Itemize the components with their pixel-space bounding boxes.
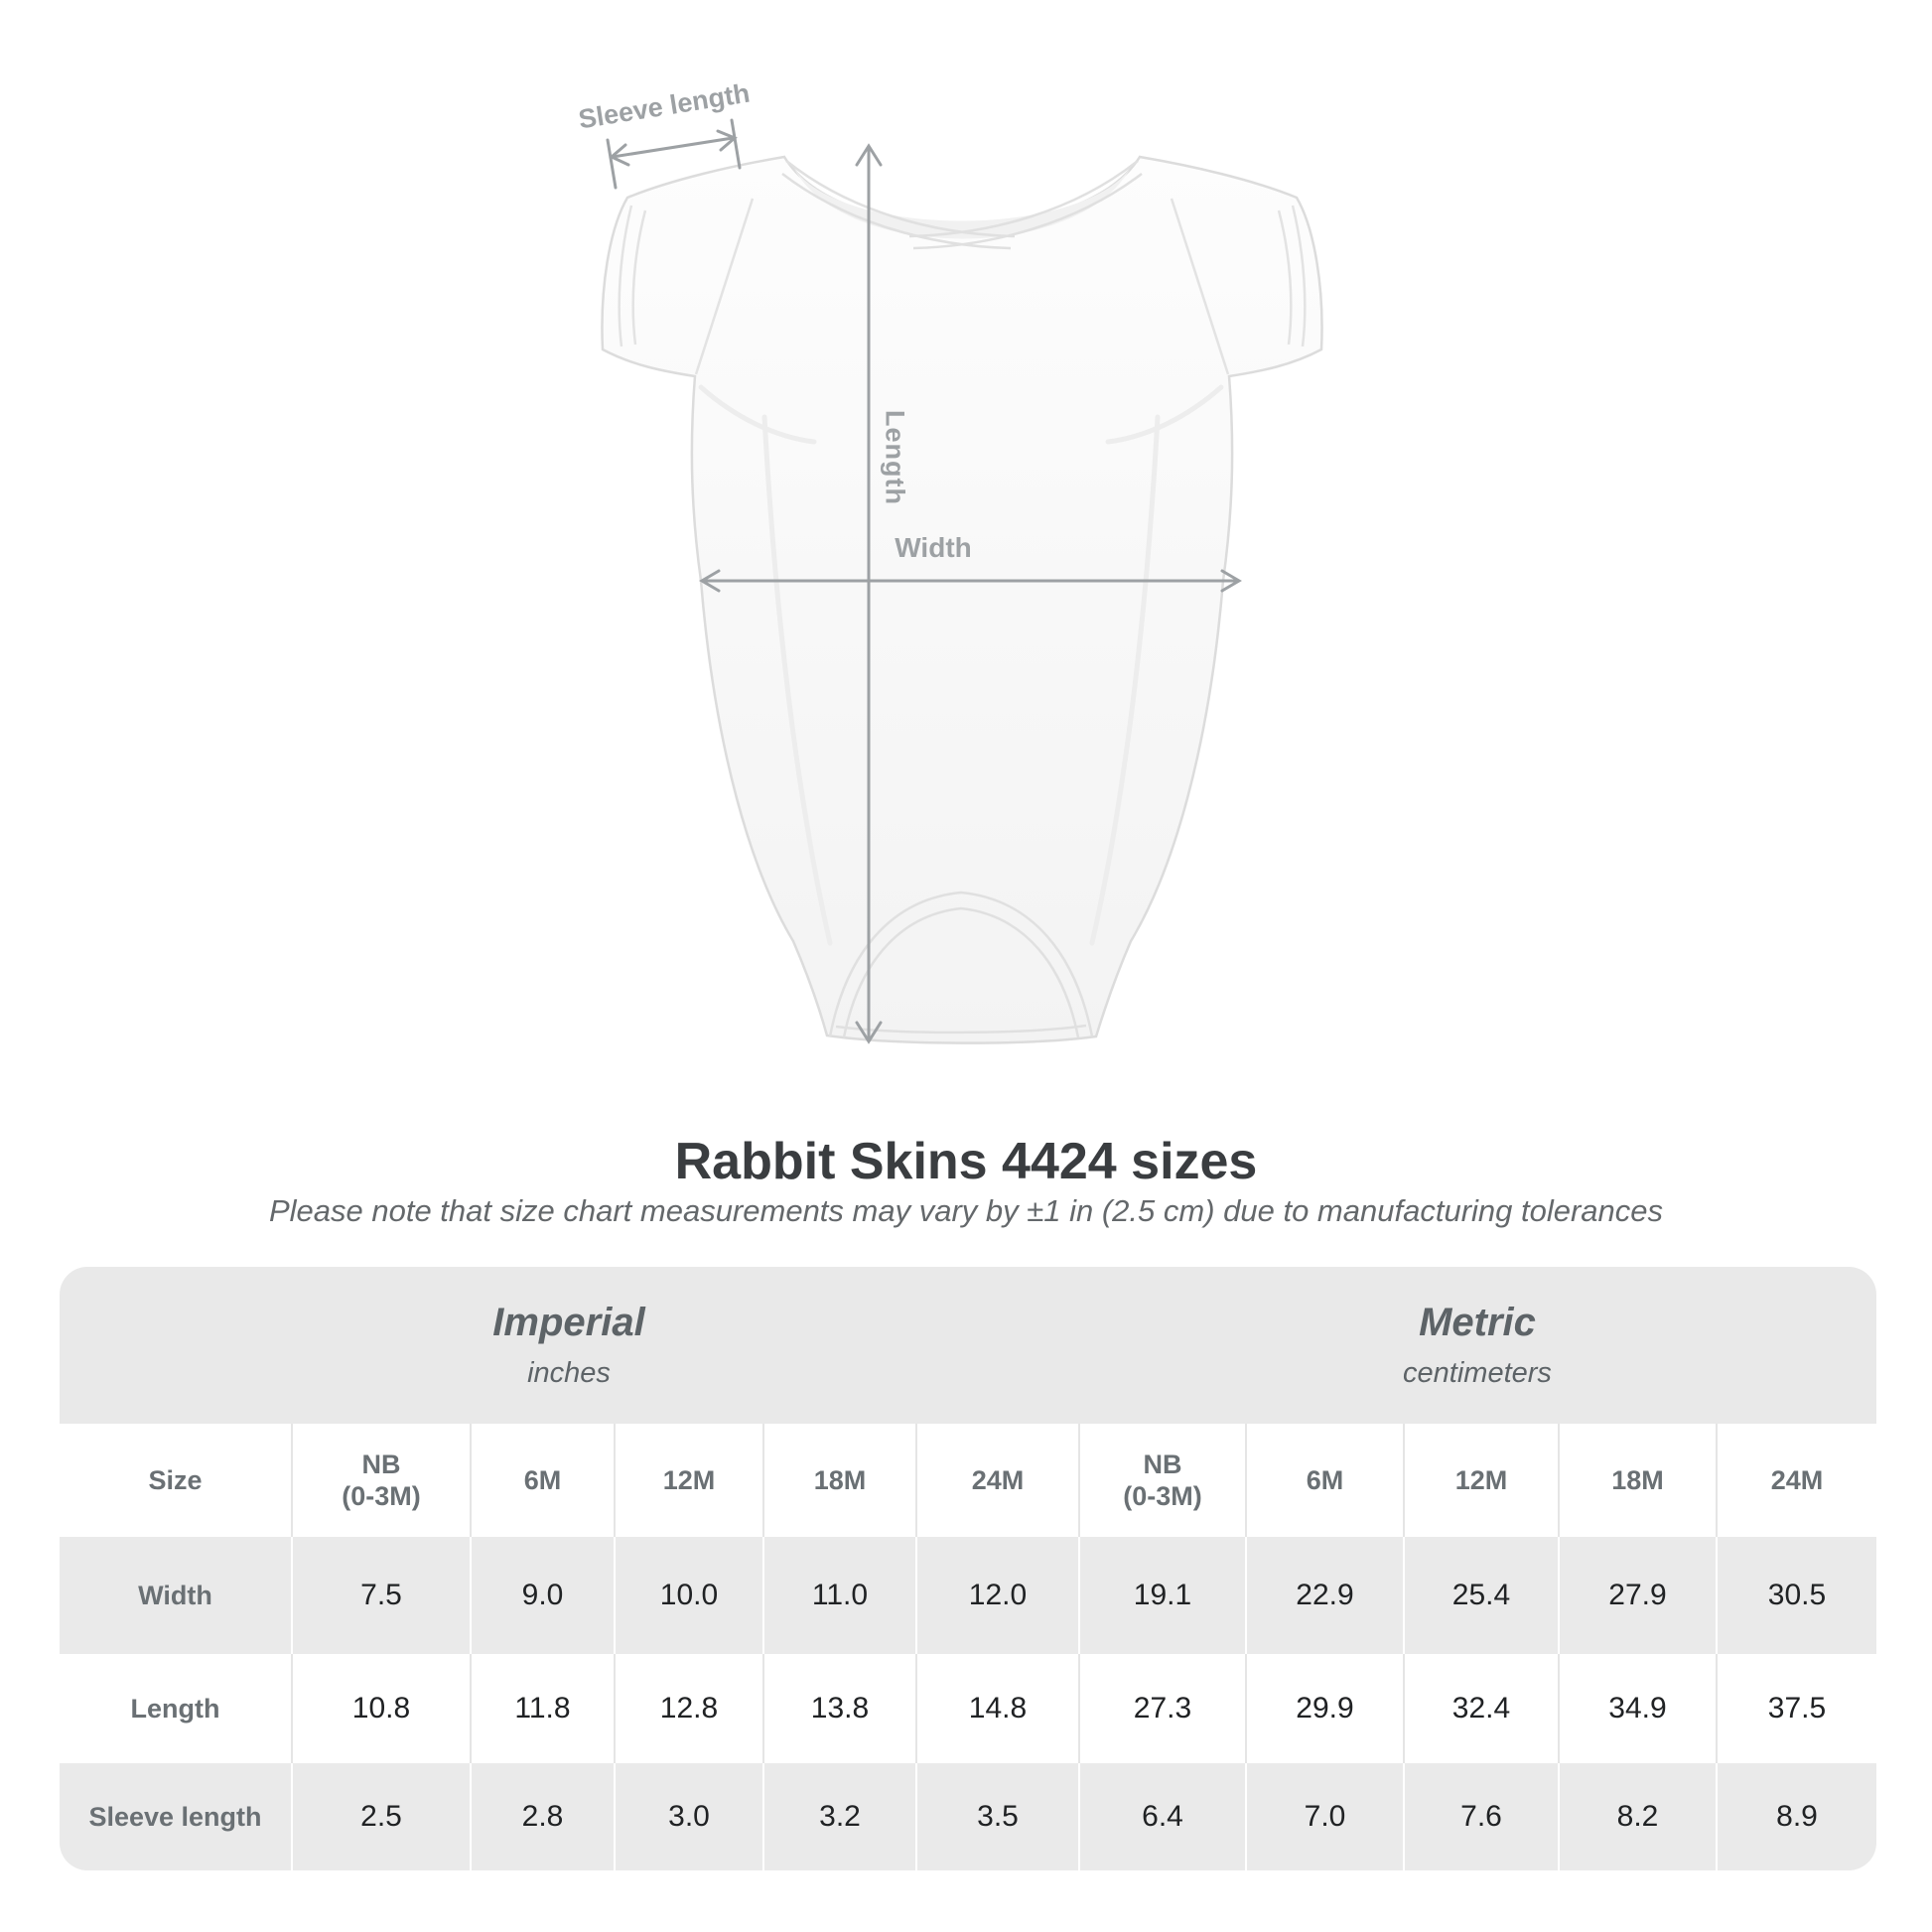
table-cell-metric: 19.1	[1078, 1537, 1245, 1654]
column-header-text: NB	[361, 1449, 401, 1479]
table-cell-imperial: 9.0	[470, 1537, 614, 1654]
width-label: Width	[895, 532, 972, 563]
section-subtitle-metric: centimeters	[1403, 1357, 1552, 1389]
table-cell-imperial: 2.5	[291, 1763, 470, 1870]
table-cell-metric: 22.9	[1245, 1537, 1403, 1654]
onesie-garment	[602, 157, 1321, 1043]
table-cell-metric: 37.5	[1716, 1654, 1876, 1763]
table-cell-imperial: 7.5	[291, 1537, 470, 1654]
table-cell-metric: 34.9	[1558, 1654, 1716, 1763]
tolerance-note: Please note that size chart measurements may vary by ±1 in (2.5 cm) due to manufacturing tolerances	[268, 1193, 1664, 1228]
column-header-text: 6M	[523, 1464, 562, 1495]
page-title: Rabbit Skins 4424 sizes	[674, 1133, 1258, 1190]
section-header-imperial	[60, 1267, 1078, 1424]
table-cell-metric: 32.4	[1403, 1654, 1558, 1763]
table-cell-metric: 27.9	[1558, 1537, 1716, 1654]
table-cell-imperial: 12.0	[915, 1537, 1078, 1654]
column-header-text: 12M	[1454, 1464, 1508, 1495]
column-header-metric-18m	[1558, 1424, 1716, 1537]
row-label-sleeve-length: Sleeve length	[60, 1763, 291, 1870]
table-cell-imperial: 14.8	[915, 1654, 1078, 1763]
table-cell-metric: 7.6	[1403, 1763, 1558, 1870]
row-label-width: Width	[60, 1537, 291, 1654]
table-cell-metric: 7.0	[1245, 1763, 1403, 1870]
table-cell-imperial: 10.0	[614, 1537, 762, 1654]
table-cell-metric: 8.2	[1558, 1763, 1716, 1870]
table-cell-imperial: 12.8	[614, 1654, 762, 1763]
size-row-label: Size	[60, 1424, 291, 1537]
table-cell-imperial: 11.8	[470, 1654, 614, 1763]
section-header-metric	[1078, 1267, 1876, 1424]
table-cell-imperial: 13.8	[762, 1654, 915, 1763]
table-cell-metric: 27.3	[1078, 1654, 1245, 1763]
column-header-imperial-24m	[915, 1424, 1078, 1537]
table-cell-metric: 8.9	[1716, 1763, 1876, 1870]
onesie-body-outline	[602, 157, 1321, 1043]
table-cell-metric: 29.9	[1245, 1654, 1403, 1763]
table-cell-imperial: 3.0	[614, 1763, 762, 1870]
column-header-subtext: (0-3M)	[342, 1481, 421, 1511]
table-cell-imperial: 10.8	[291, 1654, 470, 1763]
column-header-metric-6m	[1245, 1424, 1403, 1537]
column-header-imperial-12m	[614, 1424, 762, 1537]
column-header-imperial-18m	[762, 1424, 915, 1537]
column-header-subtext: (0-3M)	[1123, 1481, 1202, 1511]
length-label: Length	[880, 410, 910, 505]
section-title-metric: Metric	[1419, 1301, 1536, 1344]
column-header-text: 18M	[813, 1464, 867, 1495]
table-cell-imperial: 11.0	[762, 1537, 915, 1654]
section-title-imperial: Imperial	[492, 1301, 645, 1344]
table-cell-imperial: 3.5	[915, 1763, 1078, 1870]
sleeve-length-label: Sleeve length	[576, 77, 753, 135]
column-header-text: 24M	[971, 1464, 1025, 1495]
table-cell-imperial: 3.2	[762, 1763, 915, 1870]
table-cell-metric: 6.4	[1078, 1763, 1245, 1870]
column-header-metric-24m	[1716, 1424, 1876, 1537]
section-subtitle-imperial: inches	[527, 1357, 611, 1389]
column-header-metric-12m	[1403, 1424, 1558, 1537]
column-header-text: 6M	[1306, 1464, 1344, 1495]
column-header-imperial-6m	[470, 1424, 614, 1537]
column-header-text: 24M	[1770, 1464, 1824, 1495]
table-cell-metric: 30.5	[1716, 1537, 1876, 1654]
column-header-metric-nb	[1078, 1424, 1245, 1537]
column-header-text: NB	[1143, 1449, 1182, 1479]
table-cell-metric: 25.4	[1403, 1537, 1558, 1654]
column-header-imperial-nb	[291, 1424, 470, 1537]
size-table	[60, 1267, 1876, 1870]
column-header-text: 18M	[1611, 1464, 1664, 1495]
table-cell-imperial: 2.8	[470, 1763, 614, 1870]
row-label-length: Length	[60, 1654, 291, 1763]
column-header-text: 12M	[662, 1464, 716, 1495]
